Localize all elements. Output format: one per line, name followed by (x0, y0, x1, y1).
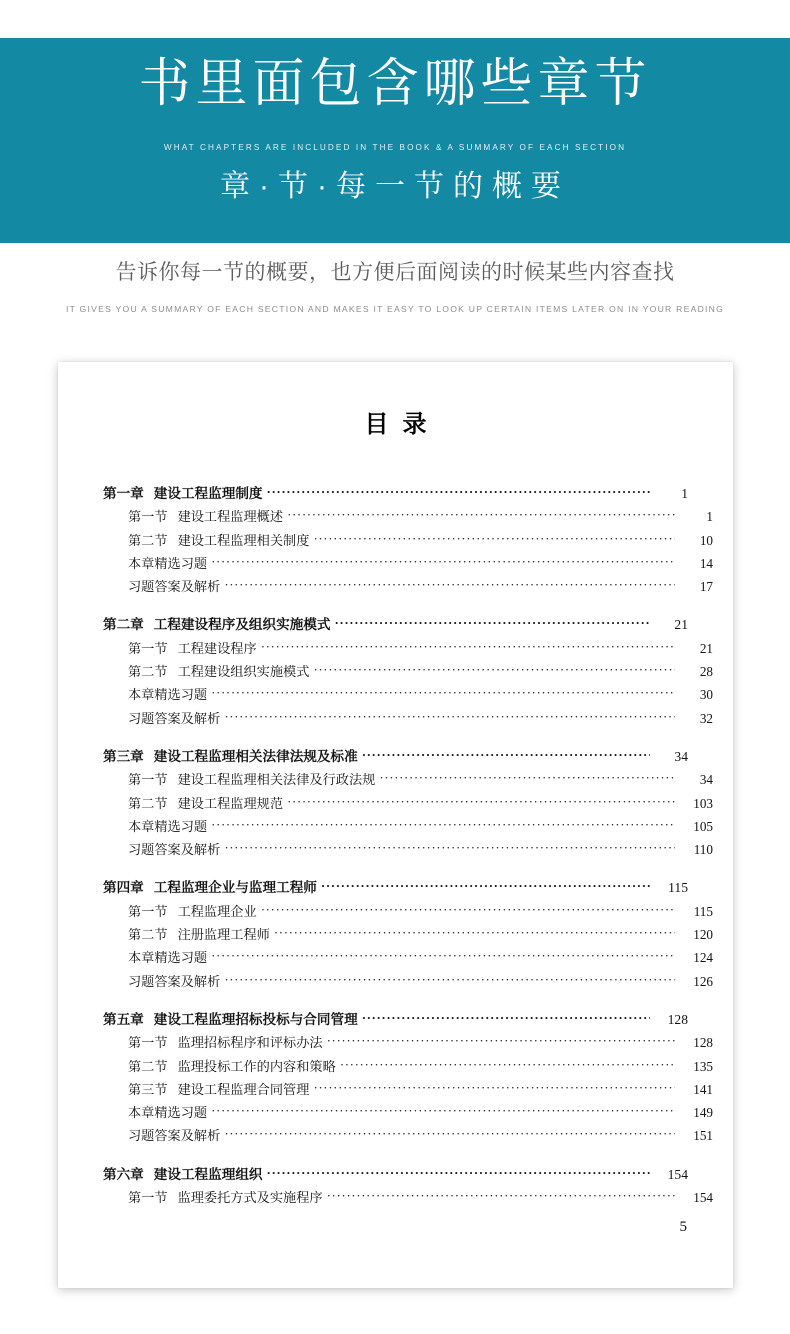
toc-leader-dots (211, 813, 675, 836)
toc-leader-dots (267, 1161, 650, 1184)
toc-section-row[interactable] (103, 1101, 713, 1124)
toc-entry-label (128, 1101, 207, 1124)
toc-entry-number: 第一节 (128, 772, 168, 788)
toc-entry-number: 第一节 (128, 903, 168, 919)
toc-heading: 目录 (364, 412, 441, 438)
toc-entry-number: 第二节 (128, 795, 168, 811)
toc-leader-dots (327, 1184, 675, 1207)
toc-leader-dots (274, 921, 675, 944)
toc-entry-number: 第一章 (103, 486, 144, 501)
toc-section-row[interactable] (103, 1186, 713, 1209)
toc-chapter-group (103, 482, 713, 598)
toc-leader-dots (211, 1099, 675, 1122)
toc-entry-label (103, 613, 331, 636)
toc-entry-page-number: 21 (674, 617, 688, 633)
toc-list (103, 482, 713, 1224)
toc-entry-title: 本章精选习题 (128, 818, 208, 834)
toc-section-row[interactable] (103, 660, 713, 683)
toc-entry-label (128, 792, 283, 815)
toc-leader-dots (379, 766, 675, 789)
toc-entry-number: 第一节 (128, 640, 168, 656)
toc-entry-label (128, 1055, 336, 1078)
toc-entry-title: 监理投标工作的内容和策略 (177, 1058, 336, 1074)
toc-leader-dots (224, 573, 675, 596)
page-folio-number: 5 (679, 1219, 687, 1235)
toc-entry-number: 第一节 (128, 1035, 168, 1051)
toc-section-row[interactable] (103, 946, 713, 969)
toc-entry-page-number: 34 (674, 748, 688, 764)
hero-banner (0, 38, 790, 243)
toc-leader-dots (211, 550, 675, 573)
toc-chapter-row[interactable] (103, 482, 688, 505)
toc-entry-label (128, 946, 207, 969)
toc-entry-title: 本章精选习题 (128, 950, 208, 966)
toc-entry-label (103, 745, 358, 768)
toc-leader-dots (335, 611, 651, 634)
toc-leader-dots (287, 503, 675, 526)
toc-entry-title: 监理招标程序和评标办法 (177, 1035, 323, 1051)
toc-entry-title: 习题答案及解析 (128, 973, 221, 989)
toc-entry-label (128, 552, 207, 575)
toc-leader-dots (362, 1006, 650, 1029)
toc-chapter-group (103, 876, 713, 992)
toc-entry-page-number: 30 (699, 687, 713, 703)
toc-leader-dots (261, 898, 675, 921)
toc-leader-dots (313, 527, 675, 550)
toc-entry-number: 第二章 (103, 617, 144, 633)
toc-entry-page-number: 124 (693, 950, 713, 966)
toc-section-row[interactable] (103, 900, 713, 923)
toc-entry-title: 建设工程监理相关法律法规及标准 (153, 748, 358, 764)
toc-entry-title: 建设工程监理合同管理 (177, 1081, 310, 1097)
toc-entry-page-number: 105 (693, 818, 713, 834)
toc-section-row[interactable] (103, 923, 713, 946)
toc-entry-label (128, 575, 220, 598)
toc-section-row[interactable] (103, 768, 713, 791)
toc-entry-title: 工程建设程序及组织实施模式 (153, 617, 331, 633)
toc-entry-page-number: 103 (693, 795, 713, 811)
toc-section-row[interactable] (103, 792, 713, 815)
toc-chapter-group (103, 613, 713, 729)
toc-entry-page-number: 34 (699, 772, 713, 788)
toc-entry-title: 本章精选习题 (128, 555, 208, 571)
toc-entry-title: 工程建设程序 (177, 640, 257, 656)
toc-entry-label (128, 683, 207, 706)
toc-entry-title: 工程监理企业与监理工程师 (153, 880, 317, 896)
toc-section-row[interactable] (103, 575, 713, 598)
toc-chapter-row[interactable] (103, 876, 688, 899)
toc-section-row[interactable] (103, 970, 713, 993)
toc-entry-page-number: 120 (693, 927, 713, 943)
toc-leader-dots (287, 790, 675, 813)
toc-entry-label (128, 637, 257, 660)
toc-entry-page-number: 110 (693, 842, 713, 858)
toc-entry-label (128, 707, 220, 730)
banner-english-subtitle: WHAT CHAPTERS ARE INCLUDED IN THE BOOK & A SUMMARY OF EACH SECTION (163, 143, 627, 152)
toc-chapter-row[interactable] (103, 1008, 688, 1031)
toc-entry-number: 第三节 (128, 1081, 168, 1097)
toc-entry-label (103, 1163, 263, 1186)
toc-entry-number: 第三章 (103, 748, 144, 764)
toc-entry-title: 建设工程监理相关制度 (177, 532, 310, 548)
toc-leader-dots (211, 681, 675, 704)
toc-entry-number: 第一节 (128, 1190, 168, 1206)
toc-entry-label (128, 970, 220, 993)
toc-entry-page-number: 141 (693, 1081, 713, 1097)
toc-section-row[interactable] (103, 683, 713, 706)
toc-entry-title: 习题答案及解析 (128, 579, 221, 595)
toc-leader-dots (362, 743, 650, 766)
toc-entry-title: 本章精选习题 (128, 687, 208, 703)
toc-entry-label (128, 923, 270, 946)
toc-leader-dots (267, 480, 650, 503)
toc-entry-page-number: 17 (699, 579, 713, 595)
toc-entry-title: 建设工程监理规范 (177, 795, 284, 811)
toc-entry-title: 建设工程监理制度 (153, 486, 263, 501)
toc-entry-label (128, 1031, 323, 1054)
toc-entry-title: 建设工程监理概述 (177, 509, 284, 525)
toc-entry-label (103, 876, 317, 899)
toc-section-row[interactable] (103, 1031, 713, 1054)
toc-entry-number: 第二节 (128, 1058, 168, 1074)
toc-leader-dots (313, 1076, 675, 1099)
toc-section-row[interactable] (103, 505, 713, 528)
toc-entry-page-number: 151 (693, 1128, 713, 1144)
toc-entry-label (128, 1186, 323, 1209)
toc-entry-title: 工程监理企业 (177, 903, 257, 919)
toc-chapter-group (103, 1008, 713, 1148)
toc-section-row[interactable] (103, 637, 713, 660)
toc-section-row[interactable] (103, 838, 713, 861)
toc-leader-dots (327, 1029, 675, 1052)
toc-entry-page-number: 128 (693, 1035, 713, 1051)
toc-leader-dots (224, 968, 675, 991)
toc-section-row[interactable] (103, 1124, 713, 1147)
toc-entry-number: 第二节 (128, 532, 168, 548)
toc-entry-page-number: 14 (699, 555, 713, 571)
toc-entry-page-number: 115 (668, 880, 688, 896)
toc-entry-page-number: 154 (693, 1190, 713, 1206)
toc-entry-page-number: 115 (693, 903, 713, 919)
banner-chinese-subtitle: 章·节·每一节的概要 (220, 170, 570, 203)
document-page-card (58, 362, 733, 1288)
toc-section-row[interactable] (103, 552, 713, 575)
toc-entry-label (128, 529, 309, 552)
toc-entry-label (128, 1078, 309, 1101)
toc-entry-title: 习题答案及解析 (128, 1128, 221, 1144)
toc-entry-title: 本章精选习题 (128, 1105, 208, 1121)
toc-entry-number: 第六章 (103, 1166, 144, 1182)
toc-entry-label (128, 660, 309, 683)
toc-entry-page-number: 1 (681, 486, 688, 501)
toc-leader-dots (224, 836, 675, 859)
toc-entry-page-number: 135 (693, 1058, 713, 1074)
toc-entry-page-number: 28 (699, 664, 713, 680)
toc-section-row[interactable] (103, 815, 713, 838)
lead-paragraph-english: IT GIVES YOU A SUMMARY OF EACH SECTION AND MAKES IT EASY TO LOOK UP CERTAIN ITEMS LATER ON IN YOUR READING (65, 304, 725, 314)
toc-entry-label (103, 482, 263, 505)
toc-entry-number: 第五章 (103, 1011, 144, 1027)
toc-entry-title: 建设工程监理招标投标与合同管理 (153, 1011, 358, 1027)
toc-entry-title: 习题答案及解析 (128, 710, 221, 726)
toc-section-row[interactable] (103, 707, 713, 730)
toc-leader-dots (340, 1053, 675, 1076)
toc-entry-page-number: 1 (706, 509, 713, 525)
toc-entry-title: 监理委托方式及实施程序 (177, 1190, 323, 1206)
toc-leader-dots (224, 705, 675, 728)
toc-entry-page-number: 149 (693, 1105, 713, 1121)
banner-title: 书里面包含哪些章节 (138, 56, 652, 113)
toc-entry-number: 第二节 (128, 664, 168, 680)
toc-entry-title: 工程建设组织实施模式 (177, 664, 310, 680)
lead-paragraph-chinese: 告诉你每一节的概要，也方便后面阅读的时候某些内容查找 (115, 261, 675, 284)
toc-leader-dots (261, 635, 675, 658)
toc-section-row[interactable] (103, 1055, 713, 1078)
toc-chapter-group (103, 745, 713, 861)
toc-chapter-row[interactable] (103, 745, 688, 768)
toc-entry-title: 建设工程监理相关法律及行政法规 (177, 772, 376, 788)
toc-leader-dots (224, 1122, 675, 1145)
toc-entry-page-number: 32 (699, 710, 713, 726)
toc-leader-dots (321, 874, 650, 897)
toc-entry-page-number: 10 (699, 532, 713, 548)
toc-entry-title: 习题答案及解析 (128, 842, 221, 858)
toc-entry-page-number: 21 (699, 640, 713, 656)
toc-entry-number: 第一节 (128, 509, 168, 525)
toc-entry-number: 第四章 (103, 880, 144, 896)
toc-entry-title: 注册监理工程师 (177, 927, 270, 943)
toc-chapter-group (103, 1163, 713, 1210)
toc-entry-page-number: 126 (693, 973, 713, 989)
toc-section-row[interactable] (103, 529, 713, 552)
toc-chapter-row[interactable] (103, 1163, 688, 1186)
toc-entry-page-number: 154 (667, 1166, 688, 1182)
toc-section-row[interactable] (103, 1078, 713, 1101)
toc-entry-label (128, 900, 257, 923)
toc-entry-label (128, 838, 220, 861)
toc-leader-dots (313, 658, 675, 681)
toc-chapter-row[interactable] (103, 613, 688, 636)
toc-entry-label (103, 1008, 358, 1031)
toc-entry-number: 第二节 (128, 927, 168, 943)
toc-leader-dots (211, 944, 675, 967)
toc-entry-page-number: 128 (667, 1011, 688, 1027)
toc-entry-label (128, 768, 375, 791)
toc-entry-title: 建设工程监理组织 (153, 1166, 263, 1182)
toc-entry-label (128, 505, 283, 528)
toc-entry-label (128, 1124, 220, 1147)
toc-entry-label (128, 815, 207, 838)
